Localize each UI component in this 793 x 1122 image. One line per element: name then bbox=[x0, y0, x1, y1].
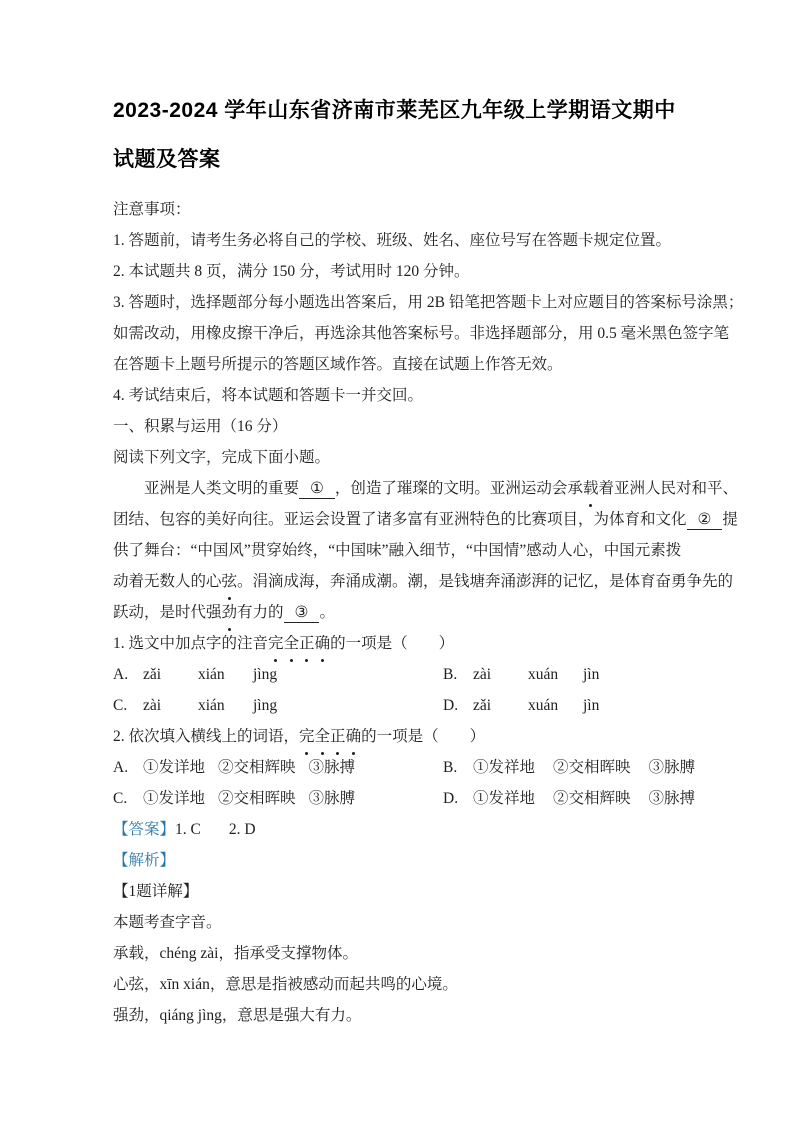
q2-options-row-1 bbox=[113, 752, 733, 783]
option-label: D. bbox=[443, 697, 459, 714]
doc-title-line2: 试题及答案 bbox=[113, 148, 221, 171]
answer-q2: 2. D bbox=[228, 821, 256, 838]
option-label: B. bbox=[443, 759, 458, 776]
pinyin-syllable: zǎi bbox=[143, 666, 162, 683]
q1-option-a bbox=[113, 659, 443, 690]
option-item: ③脉搏 bbox=[648, 790, 696, 807]
q1-option-c bbox=[113, 690, 443, 721]
q2-options-row-2 bbox=[113, 783, 733, 814]
answer-label: 【答案】 bbox=[113, 821, 176, 838]
notice-line-1: 1. 答题前，请考生务必将自己的学校、班级、姓名、座位号写在答题卡规定位置。 bbox=[113, 232, 672, 249]
notice-line-3: 3. 答题时，选择题部分每小题选出答案后，用 2B 铅笔把答题卡上对应题目的答案标号涂黑； bbox=[113, 294, 744, 311]
pinyin-syllable: xuán bbox=[528, 666, 559, 683]
analysis-line-4: 强劲，qiáng jìng，意思是强大有力。 bbox=[113, 1007, 362, 1024]
option-label: D. bbox=[443, 790, 459, 807]
q2-option-a bbox=[113, 752, 443, 783]
q1-stem: 1. 选文中加点字的注音完全正确的一项是（ ） bbox=[113, 628, 733, 659]
option-item: ①发详地 bbox=[143, 790, 206, 807]
pinyin-syllable: jìng bbox=[253, 666, 278, 683]
pinyin-syllable: xuán bbox=[528, 697, 559, 714]
passage-intro: 阅读下列文字，完成下面小题。 bbox=[113, 449, 331, 466]
q2-stem: 2. 依次填入横线上的词语，完全正确的一项是（ ） bbox=[113, 721, 733, 752]
option-item: ②交相晖映 bbox=[218, 790, 296, 807]
analysis-label: 【解析】 bbox=[113, 852, 176, 869]
notice-heading: 注意事项： bbox=[113, 201, 191, 218]
q2-option-b bbox=[443, 752, 733, 783]
option-label: B. bbox=[443, 666, 458, 683]
option-label: A. bbox=[113, 759, 129, 776]
pinyin-syllable: jìn bbox=[583, 697, 600, 714]
option-item: ③脉搏 bbox=[308, 759, 356, 776]
answer-q1: 1. C bbox=[175, 821, 201, 838]
option-item: ③脉膊 bbox=[648, 759, 696, 776]
q2-option-c bbox=[113, 783, 443, 814]
q1-option-b bbox=[443, 659, 733, 690]
passage-line-1: 亚洲是人类文明的重要 ① ，创造了璀璨的文明。亚洲运动会承载着亚洲人民对和平、 bbox=[113, 473, 733, 504]
passage-line-3: 供了舞台：“中国风”贯穿始终，“中国味”融入细节，“中国情”感动人心，中国元素拨 bbox=[113, 542, 682, 559]
passage-line-2: 团结、包容的美好向往。亚运会设置了诸多富有亚洲特色的比赛项目，为体育和文化 ② 提 bbox=[113, 511, 738, 528]
pinyin-syllable: jìng bbox=[253, 697, 278, 714]
option-item: ①发祥地 bbox=[473, 790, 536, 807]
q2-option-d bbox=[443, 783, 733, 814]
notice-line-2: 2. 本试题共 8 页，满分 150 分，考试用时 120 分钟。 bbox=[113, 263, 470, 280]
option-item: ①发祥地 bbox=[473, 759, 536, 776]
option-label: C. bbox=[113, 790, 128, 807]
pinyin-syllable: zǎi bbox=[473, 697, 492, 714]
doc-title-line1: 2023-2024 学年山东省济南市莱芜区九年级上学期语文期中 bbox=[113, 99, 676, 122]
q1-options-row-2 bbox=[113, 690, 733, 721]
passage-line-4: 动着无数人的心弦。涓滴成海，奔涌成潮。潮，是钱塘奔涌澎湃的记忆，是体育奋勇争先的 bbox=[113, 566, 733, 597]
section-heading: 一、积累与运用（16 分） bbox=[113, 418, 288, 435]
notice-line-3-wrap1: 如需改动，用橡皮擦干净后，再选涂其他答案标号。非选择题部分，用 0.5 毫米黑色签字笔 bbox=[113, 325, 730, 342]
option-item: ①发详地 bbox=[143, 759, 206, 776]
answer-line bbox=[113, 814, 733, 845]
analysis-line-1: 本题考查字音。 bbox=[113, 914, 222, 931]
detail-heading: 【1题详解】 bbox=[113, 883, 199, 900]
q1-option-d bbox=[443, 690, 733, 721]
pinyin-syllable: zài bbox=[143, 697, 162, 714]
notice-line-4: 4. 考试结束后，将本试题和答题卡一并交回。 bbox=[113, 387, 424, 404]
option-label: A. bbox=[113, 666, 129, 683]
pinyin-syllable: xián bbox=[198, 666, 225, 683]
analysis-line-3: 心弦，xīn xián，意思是指被感动而起共鸣的心境。 bbox=[113, 976, 458, 993]
option-item: ②交相辉映 bbox=[553, 790, 631, 807]
analysis-line-2: 承载，chéng zài，指承受支撑物体。 bbox=[113, 945, 358, 962]
pinyin-syllable: zài bbox=[473, 666, 492, 683]
notice-line-3-wrap2: 在答题卡上题号所提示的答题区域作答。直接在试题上作答无效。 bbox=[113, 356, 563, 373]
option-item: ②交相辉映 bbox=[218, 759, 296, 776]
title-gap bbox=[113, 184, 733, 194]
option-item: ②交相晖映 bbox=[553, 759, 631, 776]
passage-line-5: 跃动，是时代强劲有力的 ③ 。 bbox=[113, 597, 733, 628]
pinyin-syllable: jìn bbox=[583, 666, 600, 683]
option-item: ③脉膊 bbox=[308, 790, 356, 807]
q1-options-row-1 bbox=[113, 659, 733, 690]
pinyin-syllable: xián bbox=[198, 697, 225, 714]
option-label: C. bbox=[113, 697, 128, 714]
